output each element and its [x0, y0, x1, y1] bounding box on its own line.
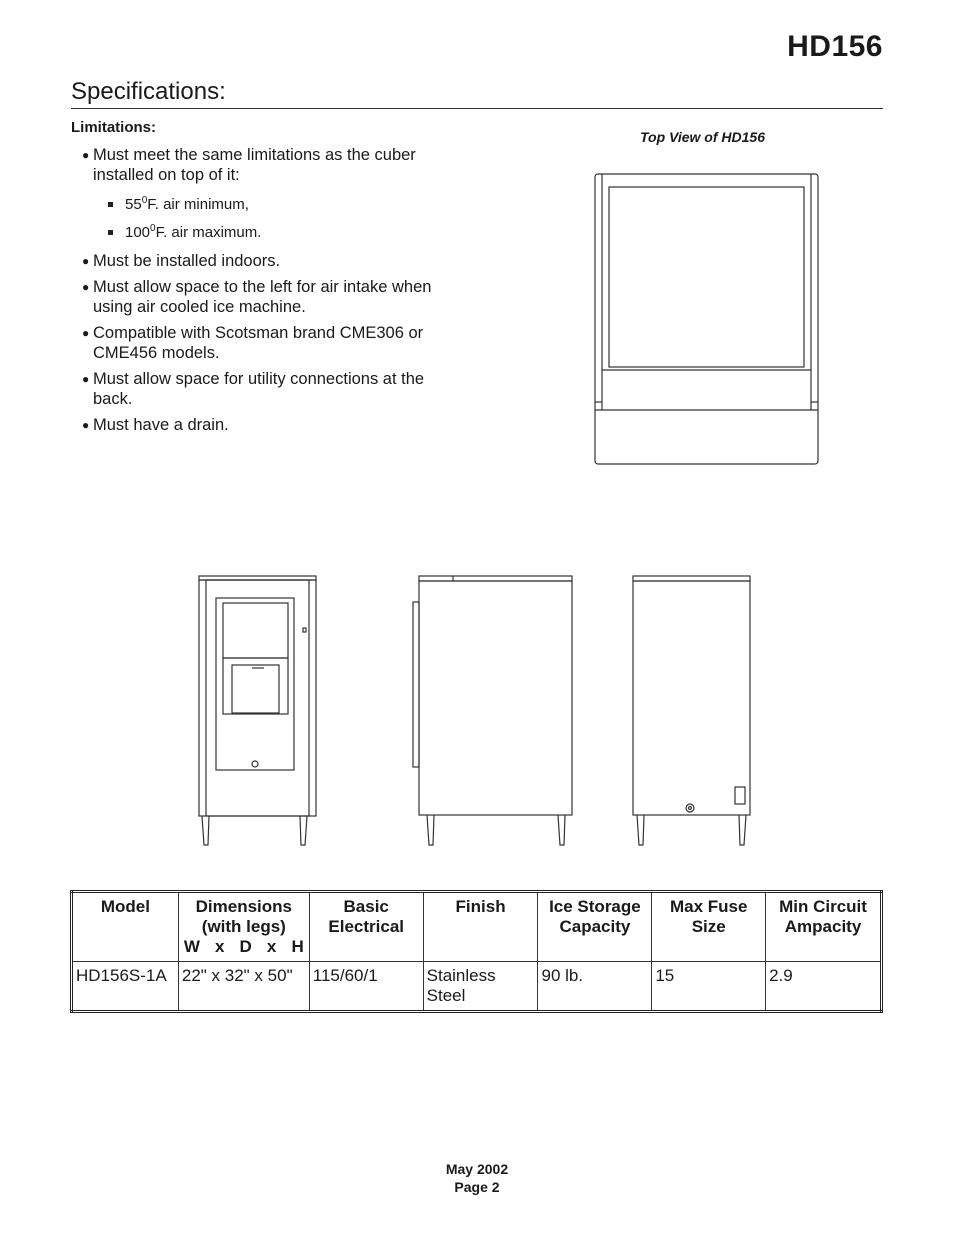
temperature-min: $55^0F$. air minimum,	[108, 191, 462, 219]
header-model: Model	[72, 892, 179, 962]
table-header-row	[72, 892, 882, 962]
limitations-list	[82, 145, 462, 441]
header-dimensions: Dimensions (with legs) W x D x H	[178, 892, 309, 962]
limitation-item: ● Must allow space for utility connections at the back.	[82, 370, 425, 408]
temperature-max: $100^0F$. air maximum.	[108, 219, 462, 247]
limitation-item: ● Must have a drain.	[82, 416, 229, 434]
bullet-icon: ●	[82, 418, 90, 432]
bullet-icon: ●	[82, 280, 90, 294]
section-divider	[71, 108, 883, 109]
limitation-item: ● Must allow space to the left for air intake when using air cooled ice machine.	[82, 278, 432, 316]
side-view-drawing	[408, 572, 578, 852]
header-max-fuse: Max Fuse Size	[652, 892, 766, 962]
section-title: Specifications:	[71, 78, 226, 105]
specifications-table	[70, 890, 883, 1013]
bullet-icon: ●	[82, 254, 90, 268]
header-finish: Finish	[423, 892, 538, 962]
temperature-list	[108, 191, 462, 247]
model-title: HD156	[787, 30, 883, 63]
limitations-heading: Limitations:	[71, 119, 156, 136]
footer-date: May 2002	[445, 1161, 509, 1177]
square-bullet-icon	[108, 230, 113, 235]
limitation-item: ● Compatible with Scotsman brand CME306 or CME456 models.	[82, 324, 424, 362]
cell-model: HD156S-1A	[72, 962, 179, 1012]
bullet-icon: ●	[82, 326, 90, 340]
back-view-drawing	[628, 572, 758, 852]
page-footer	[0, 1160, 954, 1196]
header-min-circuit: Min Circuit Ampacity	[766, 892, 882, 962]
cell-dimensions: 22" x 32" x 50"	[178, 962, 309, 1012]
cell-ice-storage: 90 lb.	[538, 962, 652, 1012]
top-view-drawing	[590, 170, 825, 470]
limitation-item: ● Must meet the same limitations as the cuber installed on top of it:	[82, 146, 416, 184]
cell-electrical: 115/60/1	[309, 962, 423, 1012]
header-electrical: Basic Electrical	[309, 892, 423, 962]
footer-page-number: Page 2	[454, 1179, 500, 1195]
bullet-icon: ●	[82, 148, 90, 162]
cell-finish: Stainless Steel	[423, 962, 538, 1012]
cell-min-circuit: 2.9	[766, 962, 882, 1012]
top-view-caption: Top View of HD156	[640, 129, 765, 145]
table-row	[72, 962, 882, 1012]
front-view-drawing	[195, 572, 320, 852]
header-ice-storage: Ice Storage Capacity	[538, 892, 652, 962]
cell-max-fuse: 15	[652, 962, 766, 1012]
limitation-item: ● Must be installed indoors.	[82, 252, 281, 270]
square-bullet-icon	[108, 202, 113, 207]
bullet-icon: ●	[82, 372, 90, 386]
dimension-letters: W x D x H	[183, 937, 304, 956]
